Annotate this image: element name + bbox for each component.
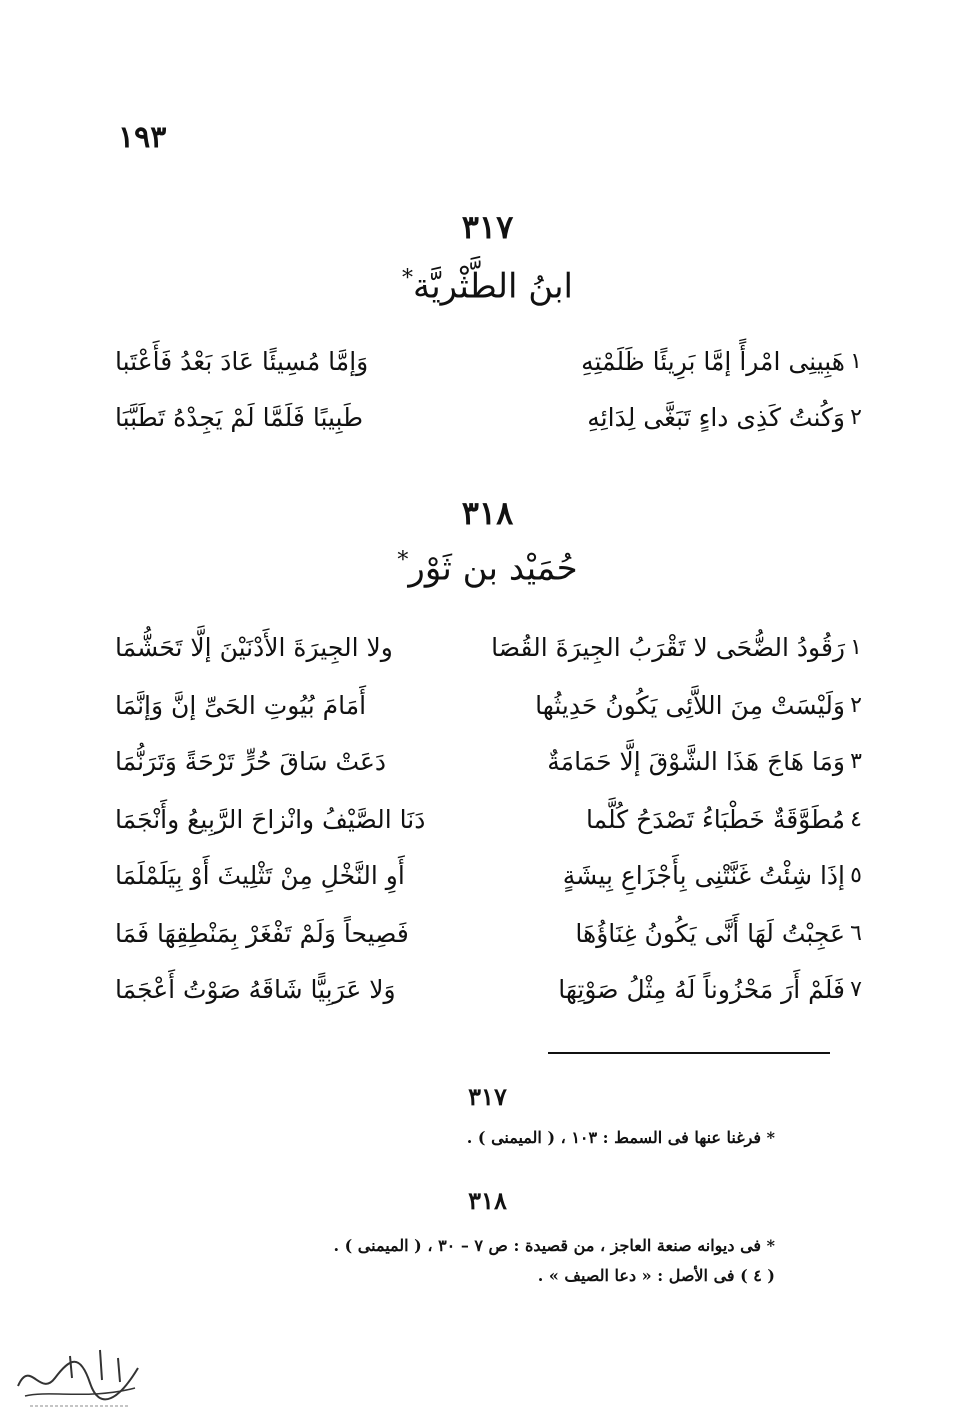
poet-asterisk: * — [397, 548, 409, 573]
verse-line — [115, 796, 862, 842]
footnote-divider — [548, 1052, 830, 1054]
first-hemistich: فَلَمْ أَرَ مَحْزُوناً لَهُ مِثْلُ صَوْتِهَا — [558, 974, 845, 1004]
poet-name-text: ابنُ الطَّثْريَّة — [412, 266, 573, 307]
first-hemistich: إذَا شِئْتُ غَنَّتْنِى بِأَجْزَاعِ بِيشَةٍ — [562, 860, 845, 890]
verse-line — [115, 394, 862, 440]
poet-asterisk: * — [401, 266, 413, 291]
footnote-line: * فرغنا عنها فى السمط : ١٠٣ ، ( الميمنى ) . — [466, 1128, 775, 1147]
first-hemistich: وَمَا هَاجَ هَذَا الشَّوْقَ إلَّا حَمَامَةٌ — [547, 746, 845, 776]
second-hemistich: ولا الجِيرَةَ الأَدْنَيْنَ إلَّا تَحَشُّمَا — [115, 632, 393, 662]
second-hemistich: طَبِيبًا فَلَمَّا لَمْ يَجِدْهُ تَطَبَّبَا — [115, 402, 363, 432]
verse-number: ٣ — [850, 748, 862, 774]
poet-name — [0, 266, 975, 306]
verse-line — [115, 624, 862, 670]
verse-line — [115, 852, 862, 898]
verse-number: ٦ — [850, 920, 862, 946]
poem-number: ٣١٧ — [461, 208, 514, 246]
page-number: ١٩٣ — [118, 120, 167, 155]
poem-number: ٣١٨ — [461, 494, 514, 532]
second-hemistich: وَإمَّا مُسِيئًا عَادَ بَعْدُ فَأَعْتَبا — [115, 346, 369, 376]
verse-number: ٤ — [850, 806, 862, 832]
footnote-section-number: ٣١٨ — [468, 1186, 507, 1215]
first-hemistich: وَكُنتُ كَذِى داءٍ تَبَغَّى لِدَائِهِ — [587, 402, 845, 432]
verse-number: ٧ — [850, 976, 862, 1002]
first-hemistich: عَجِبْتُ لَهَا أَنَّى يَكُونُ غِنَاؤُهَا — [575, 918, 845, 948]
verse-line — [115, 338, 862, 384]
footnote-line: * فى ديوانه صنعة العاجز ، من قصيدة : ص ٧ – ٣٠ ، ( الميمنى ) . — [333, 1236, 775, 1255]
second-hemistich: وَلا عَرَبِيًّا شَاقَهُ صَوْتُ أَعْجَمَا — [115, 974, 396, 1004]
verse-line — [115, 682, 862, 728]
poet-name-text: حُمَيْد بن ثَوْر — [408, 548, 578, 589]
footnote-line: ( ٤ ) فى الأصل : « دعا الصيف » . — [537, 1266, 775, 1285]
verse-line — [115, 910, 862, 956]
poet-name — [0, 548, 975, 588]
verse-number: ١ — [850, 634, 862, 660]
verse-line — [115, 966, 862, 1012]
first-hemistich: مُطَوَّقَةٌ خَطْبَاءُ تَصْدَحُ كُلَّما — [585, 804, 845, 834]
first-hemistich: هَبِينِى امْرأً إمَّا بَرِيئًا ظَلَمْتِهِ — [581, 346, 845, 376]
library-stamp-logo — [10, 1338, 145, 1413]
verse-number: ٢ — [850, 692, 862, 718]
first-hemistich: رَقُودُ الضُّحَى لا تَقْرَبُ الجِيرَةَ القُصَا — [491, 632, 845, 662]
second-hemistich: فَصِيحاً وَلَمْ تَفْغَرْ بِمَنْطِقِهَا فَمَا — [115, 918, 409, 948]
second-hemistich: دَنَا الصَّيْفُ وانْزاحَ الرَّبِيعُ وأَنْجَمَا — [115, 804, 426, 834]
footnote-section-number: ٣١٧ — [468, 1082, 507, 1111]
verse-number: ٢ — [850, 404, 862, 430]
second-hemistich: دَعَتْ سَاقَ حُرٍّ تَرْحَةً وَتَرَنُّمَا — [115, 746, 387, 776]
second-hemistich: أَمَامَ بُيُوتِ الحَىِّ إنَّ وَإنَّمَا — [115, 690, 367, 720]
verse-number: ٥ — [850, 862, 862, 888]
verse-number: ١ — [850, 348, 862, 374]
verse-line — [115, 738, 862, 784]
second-hemistich: أَوِ النَّخْلِ مِنْ تَثْلِيثَ أَوْ بِيَلَمْلَمَا — [115, 860, 405, 890]
first-hemistich: وَلَيْسَتْ مِنَ اللاَّئِى يَكُونُ حَدِيثُها — [535, 690, 845, 720]
